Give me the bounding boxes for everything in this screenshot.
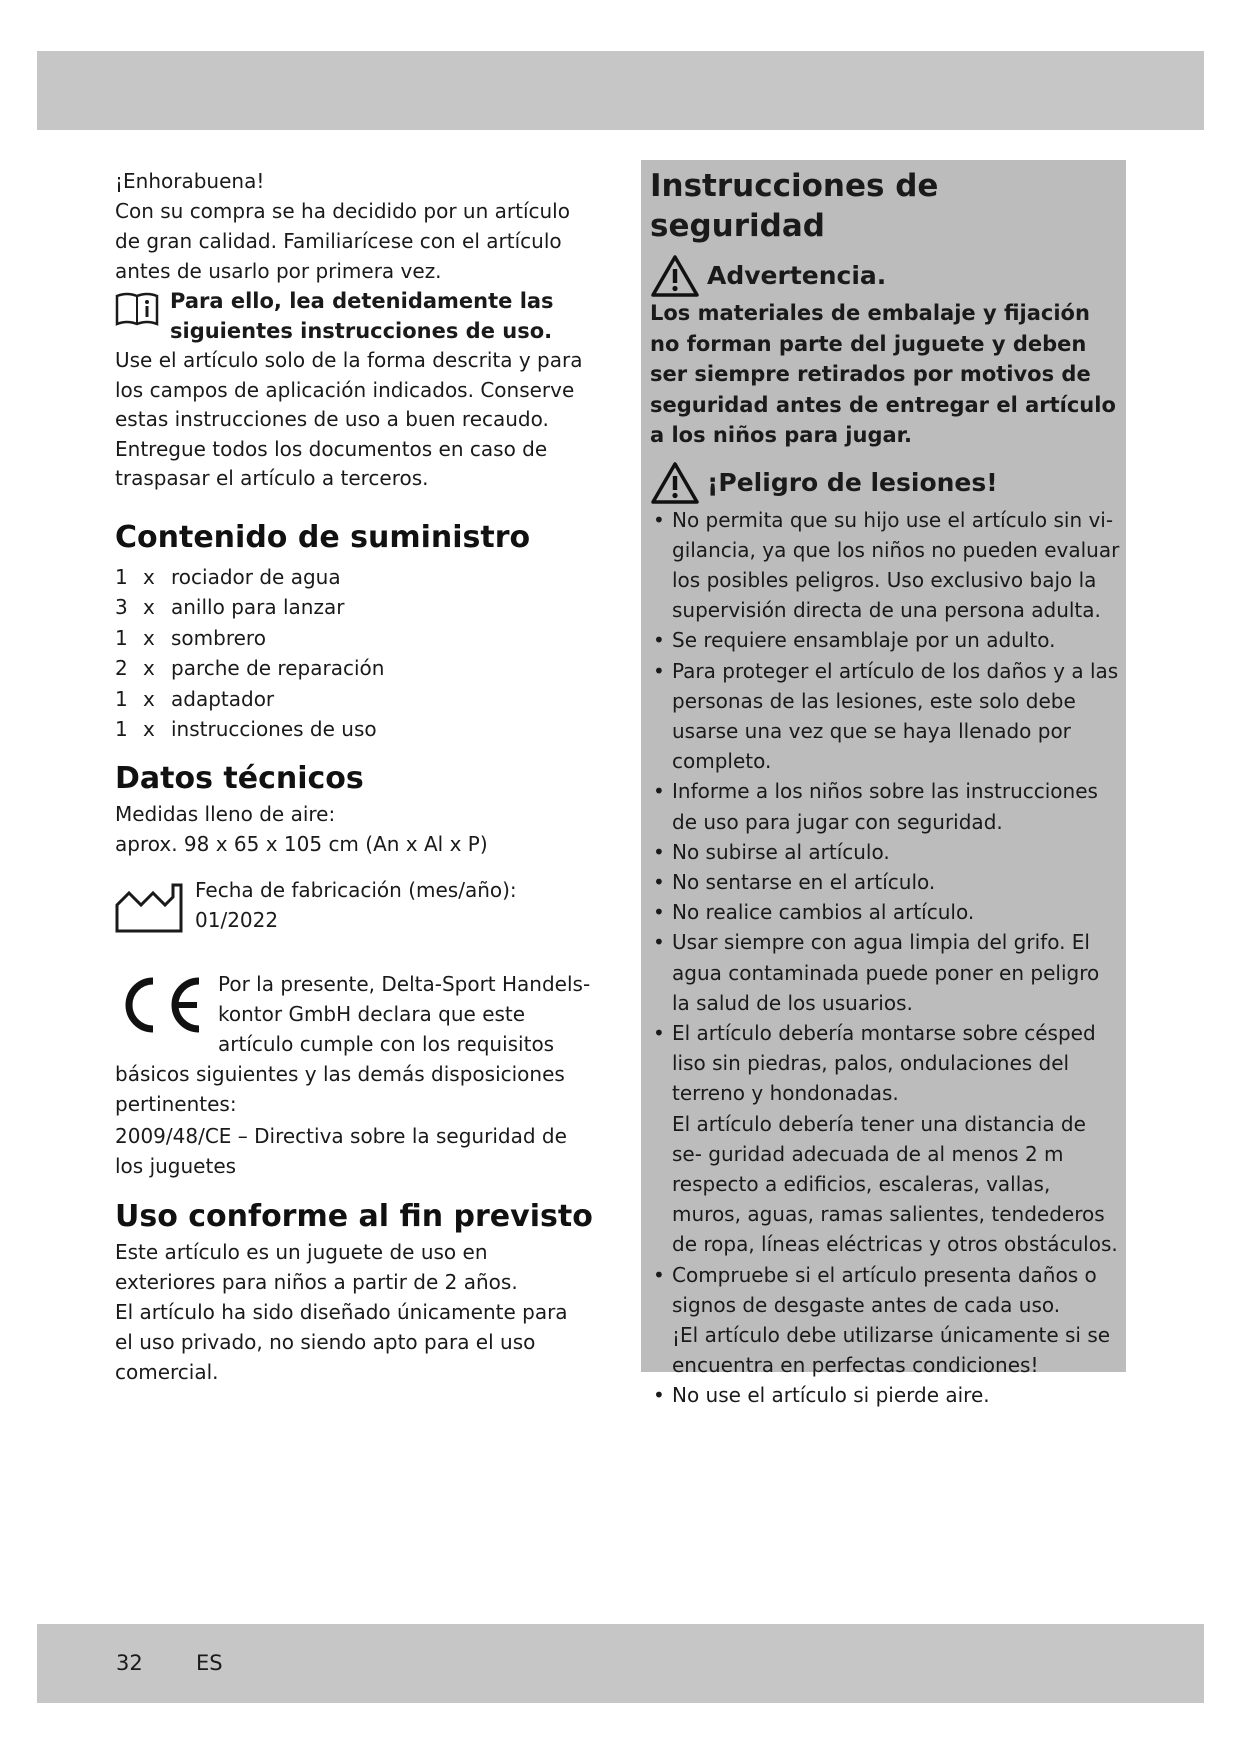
language-code: ES [196, 1651, 223, 1675]
list-item: • Informe a los niños sobre las instrucciones de uso para jugar con seguridad. [650, 776, 1120, 836]
list-item: 3 x anillo para lanzar [115, 595, 345, 619]
contents-heading: Contenido de suministro [115, 519, 531, 555]
footer-bar [37, 1624, 1204, 1703]
intended-use-text-2: El artículo ha sido diseñado únicamente para el uso privado, no siendo apto para el uso comercial. [115, 1299, 568, 1384]
warning-title: Advertencia. [707, 261, 887, 290]
list-item: 1 x rociador de agua [115, 564, 341, 589]
ce-text-b: kontor GmbH declara que este [218, 1001, 526, 1026]
list-item: • Compruebe si el artículo presenta daños o signos de desgaste antes de cada uso. [650, 1260, 1120, 1320]
injury-title: ¡Peligro de lesiones! [707, 467, 998, 497]
list-item: • Se requiere ensamblaje por un adulto. [650, 625, 1120, 655]
header-bar [37, 51, 1204, 130]
list-item: 1 x instrucciones de uso [115, 717, 377, 741]
list-item: • No permita que su hijo use el artículo sin vi- gilancia, ya que los niños no pueden evaluar los posibles peligros. Uso exclusivo bajo la supervisión directa de una persona adulta. [650, 505, 1120, 626]
safety-heading: Instrucciones de seguridad [650, 168, 939, 244]
manufacture-date-row [115, 875, 595, 943]
technical-heading: Datos técnicos [115, 760, 364, 796]
intro-text: Con su compra se ha decidido por un artículo de gran calidad. Familiarícese con el artículo antes de usarlo por primera vez. [115, 199, 570, 283]
list-item: 2 x parche de reparación [115, 656, 385, 680]
list-item: • El artículo debería montarse sobre césped liso sin piedras, palos, ondulaciones del terreno y hondonadas. [650, 1018, 1120, 1109]
list-item: • No sentarse en el artículo. [650, 867, 1120, 897]
manufacture-date: 01/2022 [195, 907, 279, 932]
ce-declaration [115, 969, 595, 1181]
distance-note: El artículo debería tener una distancia de se- guridad adecuada de al menos 2 m respecto a edificios, escaleras, vallas, muros, aguas, ramas salientes, tendederos de ropa, líneas eléctricas y otros obstáculos. [672, 1111, 1118, 1257]
dimensions-label: Medidas lleno de aire: [115, 801, 336, 826]
ce-text-d: básicos siguientes y las demás disposiciones pertinentes: [115, 1061, 565, 1116]
list-item: 1 x adaptador [115, 686, 275, 711]
warning-triangle-icon [650, 461, 700, 505]
dimensions-value: aprox. 98 x 65 x 105 cm (An x Al x P) [115, 831, 488, 856]
intended-use-text-1: Este artículo es un juguete de uso en exteriores para niños a partir de 2 años. [115, 1239, 518, 1294]
intended-use-heading: Uso conforme al fin previsto [115, 1198, 593, 1234]
info-note [115, 286, 595, 346]
warning-text: Los materiales de embalaje y fijación no forman parte del juguete y deben ser siempre retirados por motivos de seguridad antes de entregar el artículo a los niños para jugar. [650, 301, 1116, 447]
list-item: • Usar siempre con agua limpia del grifo. El agua contaminada puede poner en peligro la salud de los usuarios. [650, 927, 1120, 1018]
safety-box [641, 160, 1126, 1408]
page-number: 32 [116, 1651, 143, 1675]
usage-text: Use el artículo solo de la forma descrita y para los campos de aplicación indicados. Conserve estas instrucciones de uso a buen recaudo. Entregue todos los documentos en caso de traspasar el artículo a terceros. [115, 348, 583, 490]
condition-note: ¡El artículo debe utilizarse únicamente si se encuentra en perfectas condiciones! [672, 1322, 1111, 1378]
info-note-text: Para ello, lea detenidamente las siguientes instrucciones de uso. [170, 289, 554, 343]
injury-header [650, 461, 1120, 505]
ce-text-c: artículo cumple con los requisitos [218, 1031, 555, 1056]
directive-text: 2009/48/CE – Directiva sobre la seguridad de los juguetes [115, 1123, 567, 1178]
book-info-icon [115, 290, 159, 326]
factory-icon [115, 883, 185, 933]
warning-triangle-icon [650, 254, 700, 298]
warning-header [650, 254, 1120, 298]
list-item: • No use el artículo si pierde aire. [650, 1380, 1120, 1410]
list-item: • No subirse al artículo. [650, 837, 1120, 867]
ce-text-a: Por la presente, Delta-Sport Handels- [218, 971, 591, 996]
left-column [115, 166, 595, 1387]
contents-list [115, 562, 595, 745]
safety-bullets-3 [650, 1380, 1120, 1410]
list-item: • Para proteger el artículo de los daños y a las personas de las lesiones, este solo debe usarse una vez que se haya llenado por completo. [650, 656, 1120, 777]
safety-bullets [650, 505, 1120, 1109]
ce-mark-icon [115, 973, 205, 1037]
safety-bullets-2 [650, 1260, 1120, 1320]
list-item: • No realice cambios al artículo. [650, 897, 1120, 927]
manufacture-label: Fecha de fabricación (mes/año): [195, 877, 517, 902]
greeting: ¡Enhorabuena! [115, 169, 265, 193]
list-item: 1 x sombrero [115, 625, 266, 650]
